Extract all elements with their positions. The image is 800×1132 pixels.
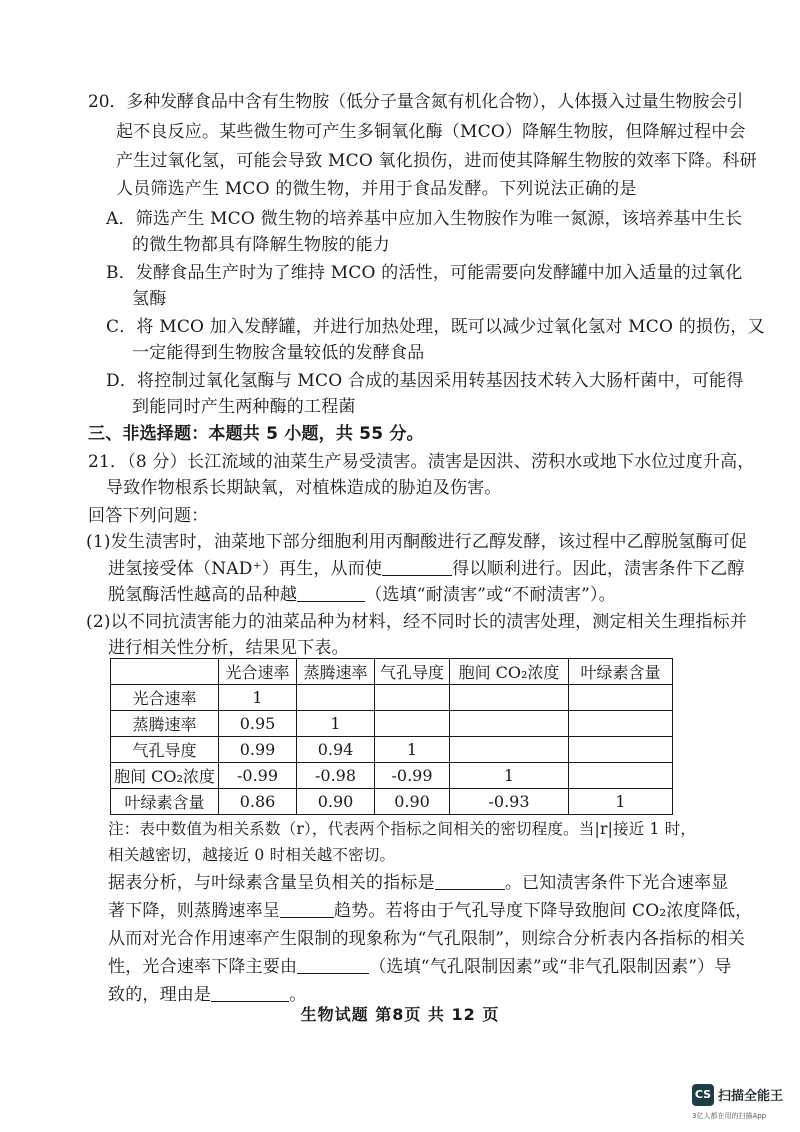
q20-stem-line-2: 起不良反应。某些微生物可产生多铜氧化酶（MCO）降解生物胺，但降解过程中会: [116, 122, 746, 142]
q21-part1-line-2-b: 得以顺利进行。因此，渍害条件下乙醇: [452, 559, 745, 579]
table-cell: 胞间 CO₂浓度: [111, 763, 219, 789]
q21-analysis-5a: 致的，理由是: [108, 985, 212, 1005]
q21-part1-line-3: [108, 584, 616, 606]
q21-analysis-line-4: [108, 956, 732, 978]
scanner-watermark: [692, 1084, 782, 1124]
table-row: [111, 685, 673, 711]
table-cell: [375, 711, 450, 737]
q21-analysis-4a: 性，光合速率下降主要由: [108, 957, 298, 977]
q20-option-c-line-1: C．将 MCO 加入发酵罐，并进行加热处理，既可以减少过氧化氢对 MCO 的损伤，又: [106, 317, 765, 337]
table-cell: -0.98: [297, 763, 375, 789]
table-note-line-1: 注：表中数值为相关系数（r），代表两个指标之间相关的密切程度。当|r|接近 1 时，: [108, 820, 697, 838]
table-cell: 1: [450, 763, 569, 789]
q20-option-b-line-1: B．发酵食品生产时为了维持 MCO 的活性，可能需要向发酵罐中加入适量的过氧化: [106, 263, 743, 283]
table-cell: 0.90: [297, 789, 375, 815]
table-header-row: [111, 659, 673, 685]
table-row: [111, 737, 673, 763]
q21-part1-line-1: (1)发生渍害时，油菜地下部分细胞利用丙酮酸进行乙醇发酵，该过程中乙醇脱氢酶可促: [86, 532, 748, 552]
table-cell: 1: [569, 789, 673, 815]
answer-blank-3[interactable]: [435, 872, 505, 890]
answer-blank-5[interactable]: [297, 956, 369, 974]
q21-part1-line-3-a: 脱氢酶活性越高的品种越: [108, 585, 298, 605]
table-cell: [450, 737, 569, 763]
q20-option-c-line-2: 一定能得到生物胺含量较低的发酵食品: [132, 343, 425, 363]
q21-analysis-2a: 著下降，则蒸腾速率呈: [108, 901, 280, 921]
table-cell: -0.99: [219, 763, 297, 789]
table-cell: [450, 685, 569, 711]
table-cell: 0.90: [375, 789, 450, 815]
q21-analysis-line-3: 从而对光合作用速率产生限制的现象称为“气孔限制”，则综合分析表内各指标的相关: [108, 929, 745, 949]
q20-stem-line-1: 20．多种发酵食品中含有生物胺（低分子量含氮有机化合物），人体摄入过量生物胺会引: [88, 92, 744, 112]
table-header-cell: [111, 659, 219, 685]
cs-logo-icon: CS: [692, 1084, 714, 1106]
q21-analysis-4b: （选填“气孔限制因素”或“非气孔限制因素”）导: [369, 957, 732, 977]
table-cell: [569, 711, 673, 737]
table-cell: 1: [219, 685, 297, 711]
table-cell: [569, 685, 673, 711]
table-cell: [375, 685, 450, 711]
q21-part2-line-2: 进行相关性分析，结果见下表。: [108, 638, 349, 658]
q20-option-a-line-2: 的微生物都具有降解生物胺的能力: [132, 235, 390, 255]
table-cell: 0.86: [219, 789, 297, 815]
table-row: [111, 763, 673, 789]
q20-stem-line-3: 产生过氧化氢，可能会导致 MCO 氧化损伤，进而使其降解生物胺的效率下降。科研: [116, 151, 757, 171]
q20-option-d-line-1: D．将控制过氧化氢酶与 MCO 合成的基因采用转基因技术转入大肠杆菌中，可能得: [106, 371, 744, 391]
table-cell: [569, 763, 673, 789]
q21-prompt: 回答下列问题：: [88, 506, 209, 526]
table-cell: 蒸腾速率: [111, 711, 219, 737]
q21-intro-line-2: 导致作物根系长期缺氧，对植株造成的胁迫及伤害。: [106, 478, 502, 498]
q21-part1-line-2: [108, 558, 745, 580]
q21-analysis-line-2: [108, 900, 752, 922]
table-cell: 1: [375, 737, 450, 763]
table-cell: 叶绿素含量: [111, 789, 219, 815]
table-header-cell: 光合速率: [219, 659, 297, 685]
table-cell: [450, 711, 569, 737]
table-cell: 光合速率: [111, 685, 219, 711]
table-cell: 1: [297, 711, 375, 737]
q20-option-a-line-1: A．筛选产生 MCO 微生物的培养基中应加入生物胺作为唯一氮源，该培养基中生长: [106, 209, 743, 229]
table-cell: -0.99: [375, 763, 450, 789]
q21-analysis-2b: 趋势。若将由于气孔导度下降导致胞间 CO₂浓度降低，: [334, 901, 753, 921]
q21-analysis-1a: 据表分析，与叶绿素含量呈负相关的指标是: [108, 873, 435, 893]
q21-part2-line-1: (2)以不同抗渍害能力的油菜品种为材料，经不同时长的渍害处理，测定相关生理指标并: [86, 612, 748, 632]
q20-option-b-line-2: 氢酶: [132, 289, 167, 309]
answer-blank-2[interactable]: [297, 584, 365, 602]
table-header-cell: 蒸腾速率: [297, 659, 375, 685]
q21-part1-line-3-b: （选填“耐渍害”或“不耐渍害”）。: [365, 585, 616, 605]
table-cell: 0.94: [297, 737, 375, 763]
table-header-cell: 胞间 CO₂浓度: [450, 659, 569, 685]
answer-blank-4[interactable]: [280, 900, 334, 918]
correlation-table: [110, 658, 673, 815]
table-header-cell: 气孔导度: [375, 659, 450, 685]
q21-analysis-1b: 。已知渍害条件下光合速率显: [504, 873, 729, 893]
section-3-heading: 三、非选择题：本题共 5 小题，共 55 分。: [88, 424, 424, 444]
table-header-cell: 叶绿素含量: [569, 659, 673, 685]
watermark-name: 扫描全能王: [718, 1089, 784, 1104]
q21-analysis-line-1: [108, 872, 728, 894]
answer-blank-6[interactable]: [211, 984, 289, 1002]
q20-stem-line-4: 人员筛选产生 MCO 的微生物，并用于食品发酵。下列说法正确的是: [116, 179, 637, 199]
table-cell: 0.99: [219, 737, 297, 763]
q20-option-d-line-2: 到能同时产生两种酶的工程菌: [132, 397, 356, 417]
q21-analysis-5b: 。: [289, 985, 307, 1005]
table-cell: 气孔导度: [111, 737, 219, 763]
table-cell: [297, 685, 375, 711]
table-row: [111, 711, 673, 737]
q21-part1-line-2-a: 进氢接受体（NAD⁺）再生，从而使: [108, 559, 383, 579]
table-row: [111, 789, 673, 815]
table-cell: 0.95: [219, 711, 297, 737]
q21-intro-line-1: 21．（8 分）长江流域的油菜生产易受渍害。渍害是因洪、涝积水或地下水位过度升高，: [88, 452, 755, 472]
page-footer: 生物试题 第8页 共 12 页: [300, 1005, 500, 1024]
watermark-tagline: 3亿人都在用的扫描App: [692, 1112, 767, 1120]
answer-blank-1[interactable]: [382, 558, 452, 576]
table-cell: [569, 737, 673, 763]
table-note-line-2: 相关越密切，越接近 0 时相关越不密切。: [108, 846, 396, 864]
table-cell: -0.93: [450, 789, 569, 815]
